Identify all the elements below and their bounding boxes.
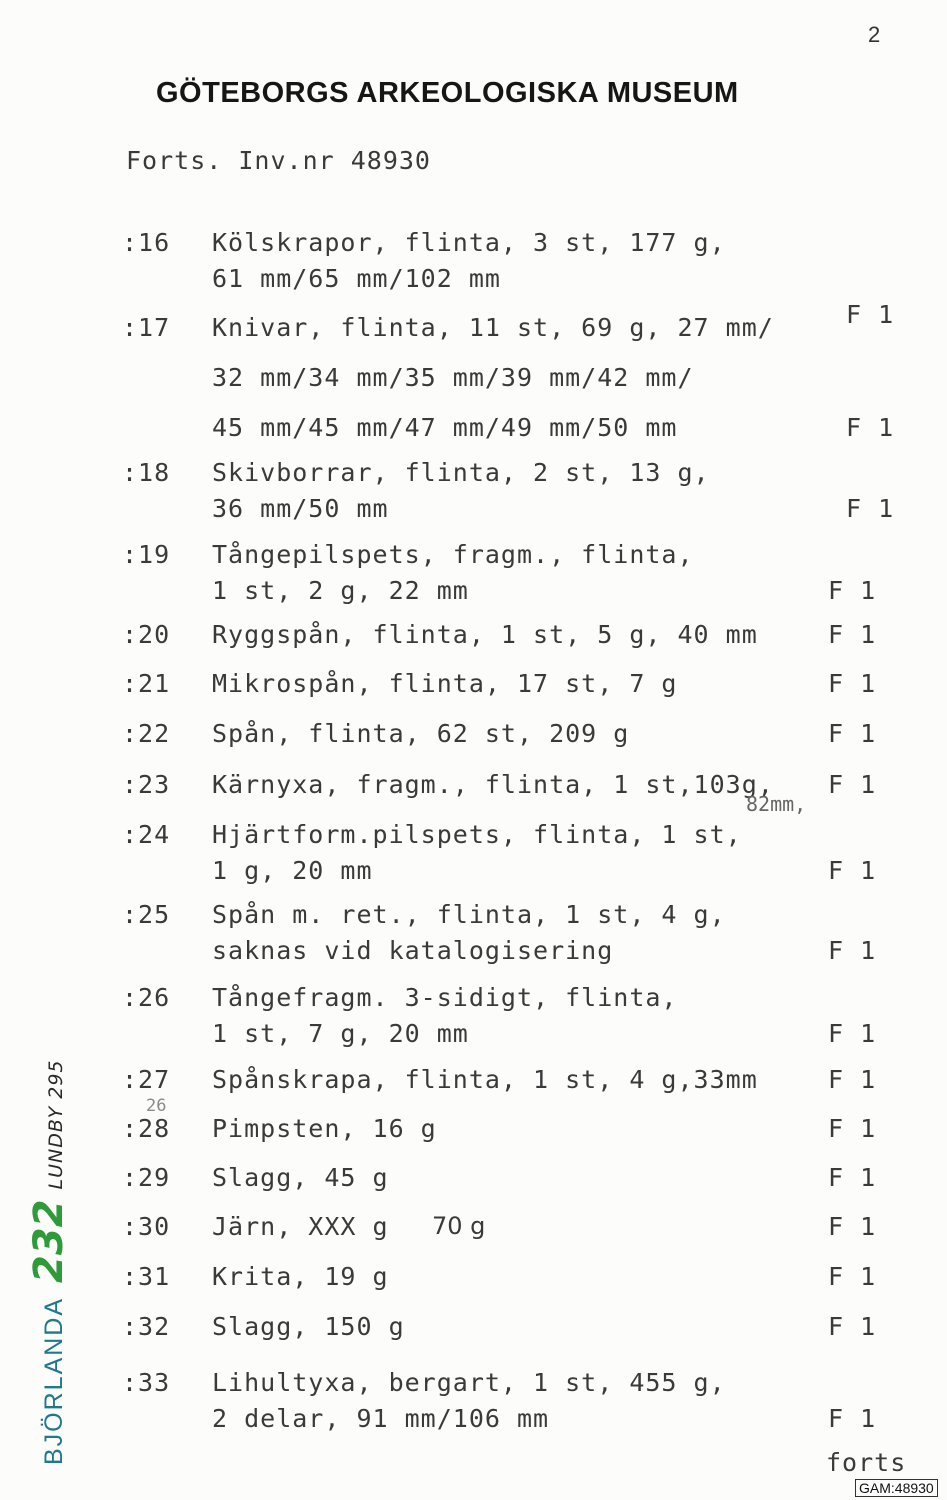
entry-description-line: Tångepilspets, fragm., flinta,	[212, 540, 694, 569]
entry-description-line: Tångefragm. 3-sidigt, flinta,	[212, 983, 678, 1012]
entry-number: :23	[122, 770, 171, 799]
entry-description-line: Knivar, flinta, 11 st, 69 g, 27 mm/	[212, 313, 774, 342]
entry-description-line: Pimpsten, 16 g	[212, 1114, 437, 1143]
museum-header: GÖTEBORGS ARKEOLOGISKA MUSEUM	[156, 77, 739, 109]
entry-location: F 1	[828, 1114, 877, 1143]
entry-number: :19	[122, 540, 171, 569]
entry-description-line: Slagg, 45 g	[212, 1163, 389, 1192]
entry-description-line: Mikrospån, flinta, 17 st, 7 g	[212, 669, 678, 698]
entry-location: F 1	[828, 1065, 877, 1094]
entry-description-line: 2 delar, 91 mm/106 mm	[212, 1404, 550, 1433]
entry-location: F 1	[828, 1404, 877, 1433]
entry-number: :16	[122, 228, 171, 257]
entry-description-line: Slagg, 150 g	[212, 1312, 405, 1341]
archive-stamp: GAM:48930	[855, 1479, 938, 1497]
entry-description-line: Ryggspån, flinta, 1 st, 5 g, 40 mm	[212, 620, 758, 649]
entry-description-line: Hjärtform.pilspets, flinta, 1 st,	[212, 820, 742, 849]
entry-description-line: Järn, XXX g	[212, 1212, 389, 1241]
side-label	[26, 1060, 72, 1466]
entry-description-line: 61 mm/65 mm/102 mm	[212, 264, 501, 293]
entry-location: F 1	[828, 620, 877, 649]
entry-description-line: Lihultyxa, bergart, 1 st, 455 g,	[212, 1368, 726, 1397]
page-number: 2	[868, 22, 881, 47]
entry-location: F 1	[828, 1312, 877, 1341]
entry-description-line: 1 g, 20 mm	[212, 856, 373, 885]
entry-description-line: saknas vid katalogisering	[212, 936, 614, 965]
entry-description-line: Spån, flinta, 62 st, 209 g	[212, 719, 630, 748]
entry-location: F 1	[828, 576, 877, 605]
entry-number: :20	[122, 620, 171, 649]
entry-description-line: Spån m. ret., flinta, 1 st, 4 g,	[212, 900, 726, 929]
site-number: 232	[26, 1199, 72, 1283]
entry-location: F 1	[828, 936, 877, 965]
entry-description-line: 1 st, 2 g, 22 mm	[212, 576, 469, 605]
overwrite-number: 26	[146, 1096, 167, 1116]
entry-location: F 1	[828, 856, 877, 885]
entry-extra-measure: 82mm,	[746, 792, 807, 816]
site-name: BJÖRLANDA	[40, 1296, 68, 1465]
handwritten-weight: 70 g	[432, 1212, 486, 1240]
continuation-note: forts	[826, 1448, 907, 1477]
entry-location: F 1	[828, 1019, 877, 1048]
entry-number: :29	[122, 1163, 171, 1192]
entry-location: F 1	[846, 300, 895, 329]
parish-note: LUNDBY 295	[45, 1059, 67, 1190]
entry-location: F 1	[846, 413, 895, 442]
entry-description-line: 32 mm/34 mm/35 mm/39 mm/42 mm/	[212, 363, 694, 392]
entry-location: F 1	[828, 719, 877, 748]
entry-location: F 1	[828, 1262, 877, 1291]
entry-location: F 1	[828, 770, 877, 799]
entry-description-line: 36 mm/50 mm	[212, 494, 389, 523]
entry-description-line: 1 st, 7 g, 20 mm	[212, 1019, 469, 1048]
inventory-subheader: Forts. Inv.nr 48930	[126, 146, 431, 175]
entry-description-line: 45 mm/45 mm/47 mm/49 mm/50 mm	[212, 413, 678, 442]
entry-location: F 1	[828, 669, 877, 698]
entry-number: :30	[122, 1212, 171, 1241]
entry-number: :17	[122, 313, 171, 342]
entry-description-line: Spånskrapa, flinta, 1 st, 4 g,33mm	[212, 1065, 758, 1094]
entry-number: :21	[122, 669, 171, 698]
entry-number: :26	[122, 983, 171, 1012]
entry-number: :33	[122, 1368, 171, 1397]
entry-description-line: Kölskrapor, flinta, 3 st, 177 g,	[212, 228, 726, 257]
entry-description-line: Krita, 19 g	[212, 1262, 389, 1291]
entry-location: F 1	[846, 494, 895, 523]
entry-number: :31	[122, 1262, 171, 1291]
entry-location: F 1	[828, 1212, 877, 1241]
entry-number: :22	[122, 719, 171, 748]
entry-number: :32	[122, 1312, 171, 1341]
entry-location: F 1	[828, 1163, 877, 1192]
entry-number: :25	[122, 900, 171, 929]
entry-number: :24	[122, 820, 171, 849]
entry-number: :28	[122, 1114, 171, 1143]
entry-number: :27	[122, 1065, 171, 1094]
entry-description-line: Skivborrar, flinta, 2 st, 13 g,	[212, 458, 710, 487]
entry-description-line: Kärnyxa, fragm., flinta, 1 st,103g,	[212, 770, 774, 799]
entry-number: :18	[122, 458, 171, 487]
